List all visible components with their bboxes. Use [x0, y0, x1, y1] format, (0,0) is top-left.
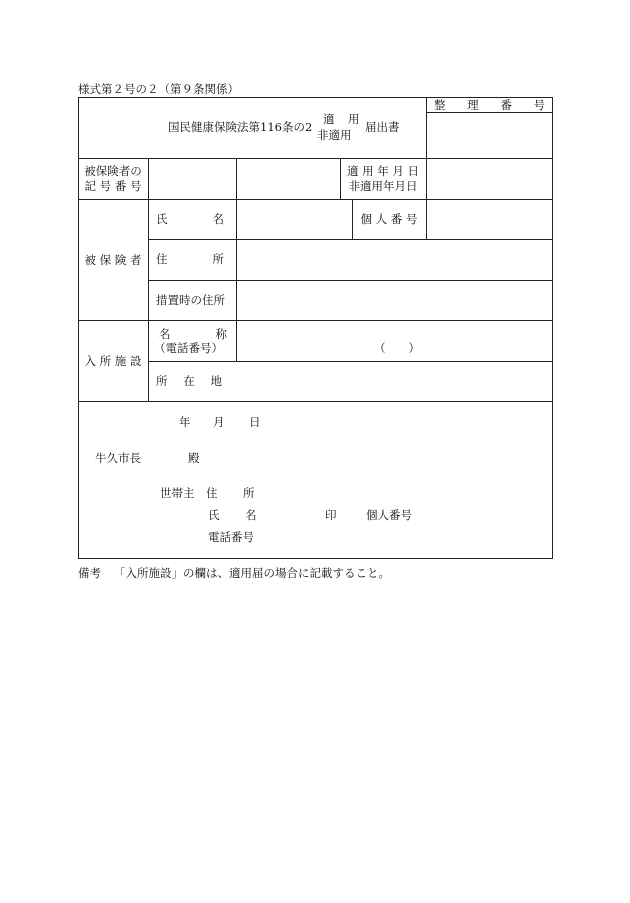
- shimei-char: 氏: [156, 212, 168, 226]
- note-text: 「入所施設」の欄は、適用届の場合に記載すること。: [114, 566, 390, 580]
- sochi-jusho-label: 措置時の住所: [156, 293, 225, 307]
- applicant-shimei-char: 名: [245, 508, 257, 522]
- date-hi: 日: [249, 415, 261, 429]
- title-choice-bottom: 非適用: [317, 128, 352, 142]
- nyusho-shisetsu-label: 入 所 施 設: [84, 354, 142, 368]
- title-main: 国民健康保険法第116条の2: [168, 120, 313, 134]
- denwa-paren-blank: （ ）: [374, 341, 420, 355]
- shozaichi-char: 地: [210, 374, 222, 388]
- seal-mark: 印: [325, 508, 337, 522]
- addressee-name: 牛久市長: [95, 451, 141, 465]
- sochi-jusho-field[interactable]: [237, 281, 552, 320]
- shozaichi-label: [156, 376, 222, 388]
- hihokensha-kigo-label: [78, 158, 148, 199]
- applicant-kojin-bango-label: 個人番号: [366, 508, 412, 522]
- note-label: 備考: [78, 566, 101, 580]
- hihokensha-kigo-line2: 記 号 番 号: [84, 178, 142, 193]
- jusho-field[interactable]: [237, 240, 552, 280]
- applicant-jusho-char: 住: [206, 486, 218, 500]
- denwa-bango-paren-label: （電話番号）: [154, 341, 223, 355]
- shozaichi-char: 在: [183, 374, 195, 388]
- seiri-bango-char: 番: [500, 98, 512, 112]
- title-suffix: 届出書: [365, 120, 400, 134]
- date-tsuki: 月: [213, 415, 225, 429]
- hihokensha-kigo-line1: 被保険者の: [84, 163, 142, 178]
- shimei-label: [156, 214, 224, 226]
- shozaichi-char: 所: [156, 374, 168, 388]
- jusho-label: [156, 254, 224, 266]
- kojin-bango-label: 個 人 番 号: [360, 212, 418, 226]
- seiri-bango-char: 整: [434, 98, 446, 112]
- jusho-char: 所: [212, 252, 224, 266]
- addressee-honorific: 殿: [188, 451, 200, 465]
- kigo-field[interactable]: [149, 159, 236, 199]
- title-choice-top: 適 用: [323, 112, 361, 126]
- form-number: 様式第２号の２（第９条関係）: [78, 82, 239, 96]
- applicant-shimei-char: 氏: [208, 508, 220, 522]
- meisho-char: 称: [215, 327, 227, 341]
- applicant-jusho-char: 所: [243, 486, 255, 500]
- shimei-char: 名: [212, 212, 224, 226]
- seiri-bango-char: 理: [467, 98, 479, 112]
- seiri-bango-char: 号: [533, 98, 545, 112]
- bango-field[interactable]: [237, 159, 340, 199]
- tekiyo-date-line1: 適 用 年 月 日: [346, 163, 420, 178]
- shozaichi-field[interactable]: [237, 362, 552, 402]
- seiri-bango-header: [434, 100, 545, 112]
- setainushi-label: 世帯主: [160, 486, 195, 500]
- declaration-box: [78, 401, 553, 559]
- jusho-char: 住: [156, 252, 168, 266]
- kojin-bango-field[interactable]: [427, 200, 552, 239]
- tekiyo-date-line2: 非適用年月日: [348, 178, 418, 193]
- date-nen: 年: [179, 415, 191, 429]
- tekiyo-date-label: [340, 158, 426, 199]
- meisho-label: [159, 329, 227, 341]
- hihokensha-label: 被 保 険 者: [84, 252, 142, 267]
- tekiyo-date-field[interactable]: [427, 159, 552, 199]
- seiri-bango-field[interactable]: [427, 113, 552, 158]
- meisho-char: 名: [159, 327, 171, 341]
- shimei-field[interactable]: [237, 200, 352, 239]
- applicant-denwa-label: 電話番号: [208, 530, 254, 544]
